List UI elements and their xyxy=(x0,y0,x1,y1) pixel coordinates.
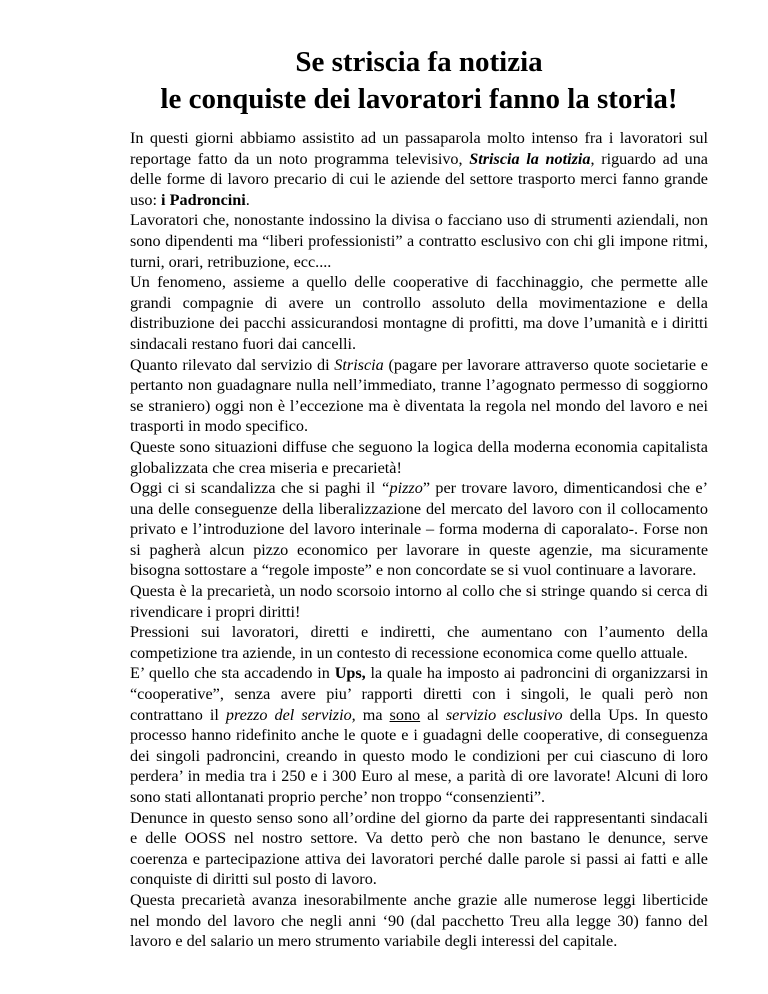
text-run: la quale ha imposto ai padroncini di organizzarsi in “cooperative”, senza avere piu’ rapporti diretti con i singoli, le quali però non contrattano il xyxy=(130,664,709,724)
text-run: E’ quello che sta accadendo in xyxy=(130,664,335,683)
paragraph-8: Pressioni sui lavoratori, diretti e indiretti, che aumentano con l’aumento della competizione tra aziende, in un contesto di recessione economica come quello attuale. xyxy=(130,623,708,662)
text-run: della Ups. In questo processo hanno ridefinito anche le quote e i guadagni delle cooperative, di conseguenza dei singoli padroncini, creando in questo modo le condizioni per cui ciascuno di loro perdera’ in media tra i 250 e i 300 Euro al mese, a parità di ore lavorate! Alcuni di loro sono stati allontanati proprio perche’ non troppo “consenzienti”. xyxy=(130,705,708,806)
text-run: (pagare per lavorare attraverso quote societarie e pertanto non guadagnare nulla nell’immediato, tranne l’agognato permesso di soggiorno se straniero) oggi non è l’eccezione ma è diventata la regola nel mondo del lavoro e nei trasporti in modo specifico. xyxy=(130,355,708,436)
paragraph-6 xyxy=(130,478,708,581)
text-run: In questi giorni abbiamo assistito ad un passaparola molto intenso fra i lavoratori sul reportage fatto da un noto programma televisivo, xyxy=(130,129,708,168)
text-run: . xyxy=(245,190,250,209)
italic-term: “pizzo xyxy=(380,479,423,498)
paragraph-1 xyxy=(130,128,708,210)
title-line-2: le conquiste dei lavoratori fanno la storia! xyxy=(160,83,678,115)
italic-term: servizio esclusivo xyxy=(445,705,563,724)
text-run: al xyxy=(420,705,446,724)
document-title xyxy=(110,44,728,118)
paragraph-2: Lavoratori che, nonostante indossino la divisa o facciano uso di strumenti aziendali, non sono dipendenti ma “liberi professionisti” a contratto esclusivo con chi gli impone ritmi, turni, orari, retribuzione, ecc.... xyxy=(130,211,708,271)
bold-term: i Padroncini xyxy=(161,190,246,209)
text-run: ” per trovare lavoro, dimenticandosi che e’ una delle conseguenze della liberalizzazione del mercato del lavoro con il collocamento privato e l’introduzione del lavoro interinale – forma moderna di caporalato-. Forse non si pagherà alcun pizzo economico per lavorare in queste agenzie, ma sicuramente bisogna sottostare a “regole imposte” e non concordate se si vuol continuare a lavorare. xyxy=(130,479,708,580)
text-run: Quanto rilevato dal servizio di xyxy=(130,355,335,374)
text-run: , riguardo ad una delle forme di lavoro precario di cui le aziende del settore trasporto merci fanno grande uso: xyxy=(130,149,708,209)
paragraph-10: Denunce in questo senso sono all’ordine del giorno da parte dei rappresentanti sindacali e delle OOSS nel nostro settore. Va detto però che non bastano le denunce, serve coerenza e partecipazione attiva dei lavoratori perché dalle parole si passi ai fatti e alle conquiste di diritti sul posto di lavoro. xyxy=(130,808,708,889)
document-body xyxy=(130,128,708,952)
bold-term: Ups, xyxy=(334,664,366,683)
paragraph-4 xyxy=(130,355,708,437)
paragraph-5: Queste sono situazioni diffuse che seguono la logica della moderna economia capitalista globalizzata che crea miseria e precarietà! xyxy=(130,437,708,477)
text-run: Oggi ci si scandalizza che si paghi il xyxy=(130,479,381,498)
text-run: ma xyxy=(355,705,390,724)
underlined-term: sono xyxy=(389,705,421,724)
italic-term: Striscia xyxy=(334,355,384,374)
paragraph-7: Questa è la precarietà, un nodo scorsoio intorno al collo che si stringe quando si cerca di rivendicare i propri diritti! xyxy=(130,582,708,621)
paragraph-3: Un fenomeno, assieme a quello delle cooperative di facchinaggio, che permette alle grandi compagnie di avere un controllo assoluto della movimentazione e della distribuzione dei pacchi assicurandosi montagne di profitti, ma dove l’umanità e i diritti sindacali restano fuori dai cancelli. xyxy=(130,273,708,353)
program-name: Striscia la notizia xyxy=(469,149,591,168)
paragraph-9 xyxy=(130,663,708,807)
title-line-1: Se striscia fa notizia xyxy=(295,46,543,78)
italic-term: prezzo del servizio, xyxy=(225,705,356,724)
paragraph-11: Questa precarietà avanza inesorabilmente anche grazie alle numerose leggi liberticide nel mondo del lavoro che negli anni ‘90 (dal pacchetto Treu alla legge 30) fanno del lavoro e del salario un mero strumento variabile degli interessi del capitale. xyxy=(130,890,708,951)
